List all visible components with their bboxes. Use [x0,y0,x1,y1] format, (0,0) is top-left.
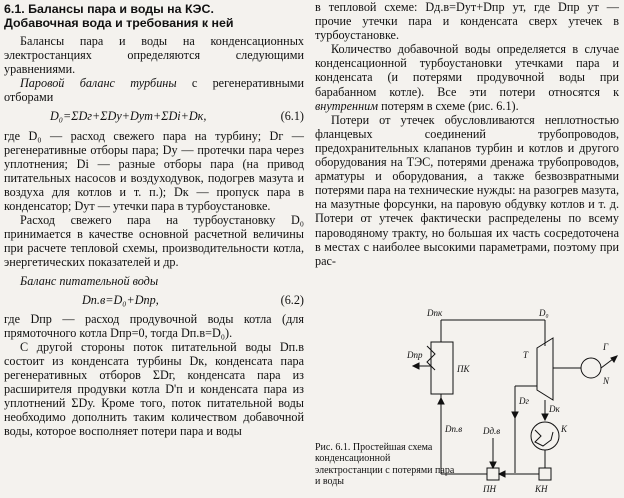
paragraph-intro: Балансы пара и воды на конденсационных электростанциях определяются следующими уравнениями. [4,34,304,77]
left-column [4,0,304,439]
extraction-arrow-icon [512,412,518,418]
paragraph-feedwater-flow: С другой стороны поток питательной воды Dп.в состоит из конденсата турбины Dк, конденсата пара регенеративных отборов ΣDг, конденсата пара из расширителя продувки котла D'п и конденсата пара из уплотнений ΣDу. Кроме того, поток питательной воды необходимо дополнить таким количеством добавочной воды, которое восполняет потери пара и воды [4,339,304,439]
paragraph-blowdown: где Dпр — расход продувочной воды котла (для прямоточного котла Dпр=0, тогда Dп.в=D₀). [4,311,304,340]
blowdown-arrow-icon [413,363,419,369]
makeup-amount-italic: внутренним [315,98,379,113]
makeup-water-arrow-icon [490,462,496,468]
makeup-amount-text-a: Количество добавочной воды определяется в случае конденсационной турбоустановки утечками пара и конденсата (и потерями продувочной воды при барабанном котле). Все эти потери относятся к [315,42,619,99]
section-heading-line2: Добавочная вода и требования к ней [4,16,234,30]
label-g: Г [603,342,609,352]
right-column [315,0,619,268]
section-heading [4,2,304,30]
paragraph-definitions: где D₀ — расход свежего пара на турбину; Dг — регенеративные отборы пара; Dу — протечки пара через уплотнения; Di — разные отборы пара (на привод питательных насосов и воздуходувок, подогрев мазута и воздуха для котлов и т. п.); Dк — пропуск пара в конденсатор; Dут — утечки пара в турбоустановке. [4,128,304,214]
feedwater-arrow-icon [438,398,444,404]
label-dpk: Dпк [427,308,443,318]
condenser-circle [531,422,559,450]
equation-6-1 [4,109,304,123]
section-heading-line1: 6.1. Балансы пара и воды на КЭС. [4,2,214,16]
condenser-coil [535,430,553,446]
label-kn: КН [535,484,548,494]
label-pn: ПН [483,484,496,494]
boiler-box [431,342,453,394]
power-output-arrow-icon [611,356,617,362]
equation-6-1-number: (6.1) [280,109,304,124]
turbine-shape [537,338,553,400]
paragraph-makeup-amount [315,42,619,112]
label-ddv: Dд.в [483,426,501,436]
feed-pump-box [487,468,499,480]
equation-6-1-body: D₀=ΣDг+ΣDу+Dут+ΣDi+Dк, [50,109,207,124]
label-n: N [603,376,610,386]
paragraph-leak-losses: Потери от утечек обусловливаются неплотностью фланцевых соединений трубопроводов, предохранительных клапанов турбин и котлов и другого оборудования на ТЭС, потерями дренажа трубопроводов, арматуры и оборудования, а также безвозвратными потерями пара на технические нужды: на разогрев мазута, на мазутные форсунки, на паровую обдувку котлов и т. д. Потери от утечек фактически распределены по всему пароводяному тракту, но большая их часть сосредоточена в местах с наиболее высокими параметрами, поэтому при рас- [315,112,619,268]
makeup-amount-text-b: потерям в схеме (рис. 6.1). [378,98,519,113]
label-dk: Dк [549,404,560,414]
label-dg: Dг [519,396,530,406]
label-dpr: Dпр [407,350,423,360]
exhaust-arrow-icon [542,414,548,420]
generator-circle [581,358,601,378]
label-k: К [561,424,567,434]
label-dpv: Dп.в [445,424,463,434]
condensate-pump-box [539,468,551,480]
label-d0: D₀ [539,308,549,318]
paragraph-steam-balance [4,76,304,104]
equation-6-2 [4,293,304,307]
equation-6-2-number: (6.2) [280,292,304,307]
label-t: Т [523,350,529,360]
steam-balance-rest: с регенеративными отборами [4,76,305,105]
feedwater-balance-label: Баланс питательной воды [20,273,159,288]
equation-6-2-body: Dп.в=D₀+Dпр, [82,292,159,307]
steam-balance-label: Паровой баланс турбины [20,76,177,91]
paragraph-makeup-formula: в тепловой схеме: Dд.в=Dут+Dпр ут, где Dпр ут — прочие утечки пара и конденсата сверх утечек в турбоустановке. [315,0,619,43]
figure-caption: Рис. 6.1. Простейшая схема конденсационной электростанции с потерями пара и воды [315,442,455,488]
label-pk: ПК [457,364,470,374]
condensate-arrow-icon [499,471,505,477]
paragraph-fresh-steam: Расход свежего пара на турбоустановку D₀ принимается в качестве основной расчетной величины при расчете тепловой схемы, производительности котла, энергетических показателей и др. [4,213,304,270]
